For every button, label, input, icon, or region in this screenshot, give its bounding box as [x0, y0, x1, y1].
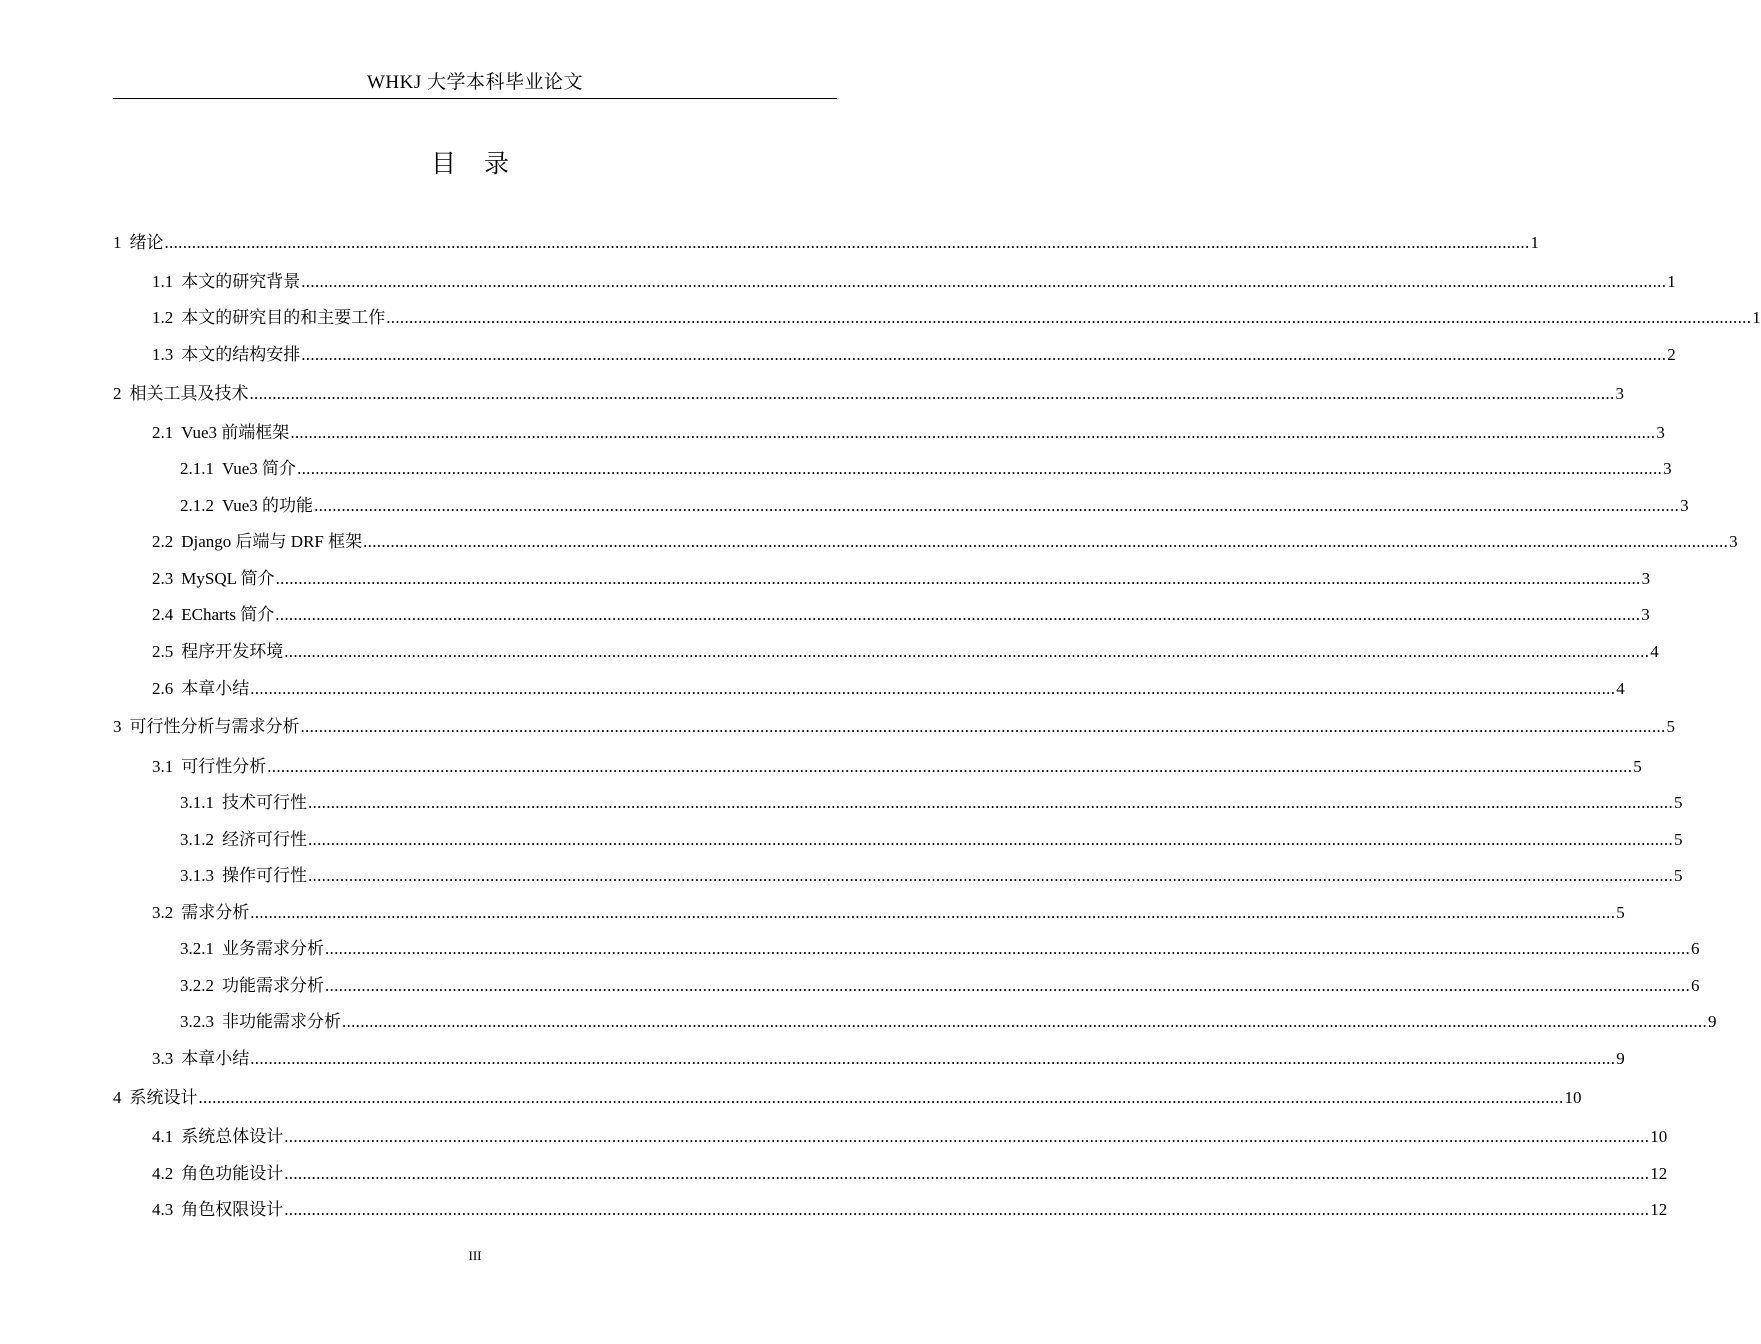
toc-leader-dots: ............................................................................................................................................................................................................................................................................................................: [250, 903, 1616, 922]
toc-leader-dots: ............................................................................................................................................................................................................................................................................................................: [284, 1127, 1650, 1146]
toc-leader-dots: ............................................................................................................................................................................................................................................................................................................: [301, 272, 1667, 291]
toc-entry: [180, 828, 1683, 852]
toc-entry-label: 功能需求分析: [222, 976, 324, 995]
toc-leader-dots: ............................................................................................................................................................................................................................................................................................................: [250, 1049, 1616, 1068]
toc-entry: [152, 677, 1625, 701]
toc-leader-dots: ............................................................................................................................................................................................................................................................................................................: [284, 1164, 1650, 1183]
toc-entry-label: 本章小结: [181, 1049, 250, 1068]
toc-leader-dots: ............................................................................................................................................................................................................................................................................................................: [301, 345, 1667, 364]
toc-entry-page: 3: [1641, 605, 1650, 624]
toc-entry-label: 系统总体设计: [181, 1127, 284, 1146]
toc-entry: [180, 974, 1700, 998]
toc-entry: [152, 567, 1651, 591]
toc-entry-page: 1: [1667, 272, 1676, 291]
toc-entry-label: 相关工具及技术: [129, 384, 249, 403]
toc-leader-dots: ............................................................................................................................................................................................................................................................................................................: [164, 233, 1530, 252]
toc-leader-dots: ............................................................................................................................................................................................................................................................................................................: [300, 717, 1666, 736]
toc-entry-label: 操作可行性: [222, 866, 307, 885]
toc-entry-label: 系统设计: [129, 1088, 198, 1107]
toc-entry-number: 3.3: [152, 1049, 174, 1068]
toc-leader-dots: ............................................................................................................................................................................................................................................................................................................: [275, 569, 1641, 588]
toc-entry-number: 1.3: [152, 345, 174, 364]
toc-entry-label: 非功能需求分析: [222, 1012, 341, 1031]
toc-entry-page: 2: [1667, 345, 1676, 364]
toc-entry-number: 3: [113, 717, 122, 736]
toc-entry-number: 1: [113, 233, 122, 252]
toc-entry: [152, 1198, 1668, 1222]
toc-entry-label: 本文的结构安排: [181, 345, 301, 364]
toc-entry-label: 绪论: [129, 233, 164, 252]
toc-entry-number: 4.2: [152, 1164, 174, 1183]
toc-leader-dots: ............................................................................................................................................................................................................................................................................................................: [275, 605, 1641, 624]
toc-entry-number: 2.1.2: [180, 496, 214, 515]
toc-entry: [180, 937, 1700, 961]
toc-entry-number: 3.1: [152, 757, 174, 776]
toc-entry-label: 角色权限设计: [181, 1200, 284, 1219]
toc-entry-page: 1: [1752, 308, 1761, 327]
toc-entry: [113, 231, 1539, 255]
toc-entry: [152, 603, 1650, 627]
toc-entry-label: 经济可行性: [222, 830, 307, 849]
toc-entry-page: 6: [1691, 939, 1700, 958]
toc-entry-number: 3.1.3: [180, 866, 214, 885]
toc-entry-label: 可行性分析: [181, 757, 267, 776]
toc-entry-number: 2: [113, 384, 122, 403]
toc-entry-page: 9: [1708, 1012, 1717, 1031]
toc-entry-label: 角色功能设计: [181, 1164, 284, 1183]
toc-leader-dots: ............................................................................................................................................................................................................................................................................................................: [297, 459, 1663, 478]
toc-entry-label: 本文的研究背景: [181, 272, 301, 291]
page-number: III: [468, 1248, 482, 1263]
toc-entry-number: 3.2: [152, 903, 174, 922]
toc-entry: [113, 1086, 1582, 1110]
toc-entry-page: 5: [1616, 903, 1625, 922]
toc-entry-page: 10: [1564, 1088, 1582, 1107]
toc-entry-page: 5: [1674, 866, 1683, 885]
toc-entry: [180, 864, 1683, 888]
toc-entry: [152, 901, 1625, 925]
toc-entry: [152, 1162, 1668, 1186]
toc-entry-number: 2.3: [152, 569, 174, 588]
toc-entry-number: 2.2: [152, 532, 174, 551]
toc-entry: [180, 457, 1672, 481]
toc-leader-dots: ............................................................................................................................................................................................................................................................................................................: [325, 939, 1690, 958]
toc-entry: [152, 421, 1665, 445]
toc-entry-page: 5: [1674, 793, 1683, 812]
toc-entry-page: 4: [1616, 679, 1625, 698]
toc-entry-page: 3: [1663, 459, 1672, 478]
toc-entry-label: Django 后端与 DRF 框架: [181, 532, 363, 551]
document-header: WHKJ 大学本科毕业论文: [366, 72, 584, 93]
toc-entry: [152, 530, 1738, 554]
toc-entry-label: Vue3 前端框架: [181, 423, 290, 442]
toc-leader-dots: ............................................................................................................................................................................................................................................................................................................: [386, 308, 1752, 327]
toc-entry-label: 业务需求分析: [222, 939, 324, 958]
toc-entry: [180, 494, 1689, 518]
toc-entry-label: ECharts 简介: [181, 605, 275, 624]
toc-leader-dots: ............................................................................................................................................................................................................................................................................................................: [342, 1012, 1707, 1031]
toc-leader-dots: ............................................................................................................................................................................................................................................................................................................: [290, 423, 1656, 442]
toc-entry-label: 本文的研究目的和主要工作: [181, 308, 386, 327]
toc-leader-dots: ............................................................................................................................................................................................................................................................................................................: [198, 1088, 1564, 1107]
toc-entry-page: 4: [1650, 642, 1659, 661]
toc-entry-number: 3.2.3: [180, 1012, 214, 1031]
toc-entry-page: 5: [1674, 830, 1683, 849]
toc-entry-page: 9: [1616, 1049, 1625, 1068]
toc-entry: [152, 306, 1761, 330]
toc-entry: [113, 715, 1675, 739]
toc-leader-dots: ............................................................................................................................................................................................................................................................................................................: [308, 830, 1673, 849]
toc-entry-page: 3: [1615, 384, 1624, 403]
toc-entry: [152, 640, 1659, 664]
toc-entry-label: 可行性分析与需求分析: [129, 717, 300, 736]
toc-entry-number: 3.2.1: [180, 939, 214, 958]
toc-entry-number: 2.1: [152, 423, 174, 442]
toc-entry-number: 4: [113, 1088, 122, 1107]
toc-entry-number: 2.6: [152, 679, 174, 698]
toc-entry-label: 本章小结: [181, 679, 250, 698]
toc-entry-number: 2.5: [152, 642, 174, 661]
toc-entry-number: 3.2.2: [180, 976, 214, 995]
toc-entry-number: 3.1.2: [180, 830, 214, 849]
toc-leader-dots: ............................................................................................................................................................................................................................................................................................................: [267, 757, 1633, 776]
toc-entry-number: 1.2: [152, 308, 174, 327]
toc-leader-dots: ............................................................................................................................................................................................................................................................................................................: [250, 679, 1616, 698]
toc-entry: [152, 270, 1676, 294]
toc-entry-number: 4.1: [152, 1127, 174, 1146]
toc-entry-page: 5: [1633, 757, 1642, 776]
toc-entry-label: 需求分析: [181, 903, 250, 922]
toc-entry-number: 2.1.1: [180, 459, 214, 478]
toc-entry-page: 3: [1680, 496, 1689, 515]
toc-entry: [152, 1047, 1625, 1071]
toc-entry-label: 技术可行性: [222, 793, 307, 812]
toc-leader-dots: ............................................................................................................................................................................................................................................................................................................: [363, 532, 1729, 551]
toc-entry: [152, 755, 1642, 779]
toc-leader-dots: ............................................................................................................................................................................................................................................................................................................: [308, 793, 1673, 812]
toc-leader-dots: ............................................................................................................................................................................................................................................................................................................: [314, 496, 1680, 515]
toc-entry: [113, 382, 1624, 406]
toc-entry-page: 6: [1691, 976, 1700, 995]
toc-entry-label: 程序开发环境: [181, 642, 284, 661]
toc-entry-page: 3: [1641, 569, 1651, 588]
toc-entry-page: 3: [1656, 423, 1665, 442]
toc-leader-dots: ............................................................................................................................................................................................................................................................................................................: [284, 1200, 1650, 1219]
toc-title: 目 录: [431, 149, 519, 178]
toc-leader-dots: ............................................................................................................................................................................................................................................................................................................: [249, 384, 1615, 403]
toc-entry-label: Vue3 的功能: [222, 496, 314, 515]
toc-entry: [152, 1125, 1668, 1149]
toc-entry-number: 3.1.1: [180, 793, 214, 812]
header-rule: [113, 98, 837, 99]
toc-entry-number: 2.4: [152, 605, 174, 624]
toc-entry-label: Vue3 简介: [222, 459, 297, 478]
toc-leader-dots: ............................................................................................................................................................................................................................................................................................................: [308, 866, 1673, 885]
toc-entry-page: 5: [1666, 717, 1675, 736]
toc-entry-number: 1.1: [152, 272, 174, 291]
toc-leader-dots: ............................................................................................................................................................................................................................................................................................................: [284, 642, 1650, 661]
toc-entry: [180, 1010, 1717, 1034]
toc-entry: [180, 791, 1683, 815]
toc-leader-dots: ............................................................................................................................................................................................................................................................................................................: [325, 976, 1690, 995]
toc-entry-label: MySQL 简介: [181, 569, 275, 588]
toc-entry-page: 1: [1530, 233, 1539, 252]
toc-entry-number: 4.3: [152, 1200, 174, 1219]
toc-entry-page: 3: [1729, 532, 1738, 551]
toc-entry-page: 10: [1650, 1127, 1668, 1146]
toc-entry-page: 12: [1650, 1164, 1668, 1183]
toc-entry: [152, 343, 1676, 367]
toc-entry-page: 12: [1650, 1200, 1668, 1219]
